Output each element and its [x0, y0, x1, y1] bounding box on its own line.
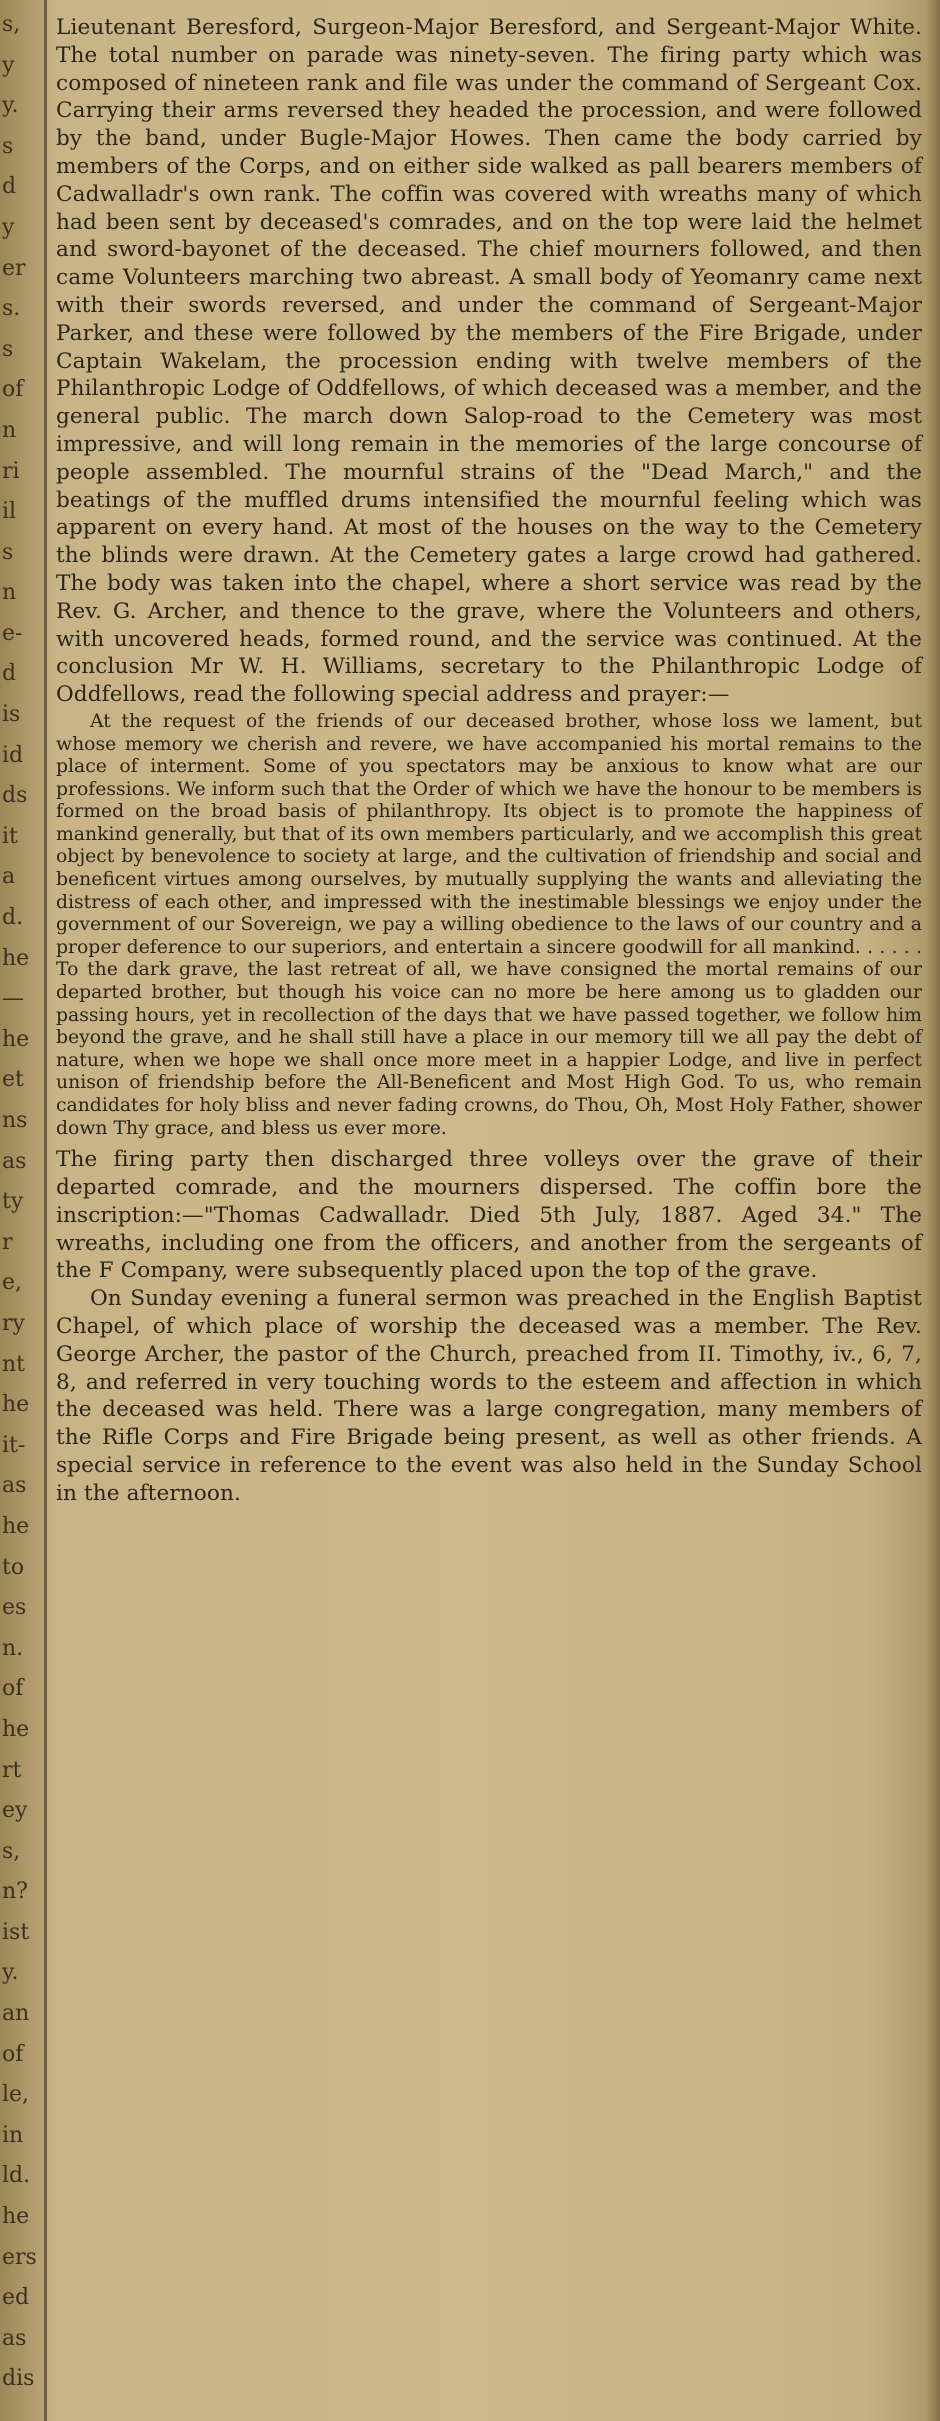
gutter-fragment: ry [2, 1311, 25, 1336]
gutter-fragment: dis [2, 2366, 35, 2391]
gutter-fragment: ist [2, 1920, 30, 1945]
gutter-fragment: as [2, 2326, 27, 2351]
volleys-paragraph: The firing party then discharged three volleys over the grave of their departed comrade, and the mourners dispersed. The coffin bore the inscription:—"Thomas Cadwalladr. Died 5th July, 1887. Aged 34." The wreaths, including one from the officers, and another from the sergeants of the F Company, were subsequently placed upon the top of the grave. [56, 1147, 922, 1284]
gutter-fragment: d [2, 174, 17, 199]
page-edge-shadow [926, 0, 940, 2421]
gutter-fragment: it [2, 824, 18, 849]
gutter-fragment: rt [2, 1758, 22, 1783]
gutter-fragment: as [2, 1473, 27, 1498]
gutter-fragment: he [2, 1392, 30, 1417]
gutter-fragment: ty [2, 1189, 24, 1214]
gutter-fragment: ds [2, 783, 28, 808]
sermon-paragraph: On Sunday evening a funeral sermon was preached in the English Baptist Chapel, of which place of worship the deceased was a member. The Rev. George Archer, the pastor of the Church, preached from II. Timothy, iv., 6, 7, 8, and referred in very touching words to the esteem and affection in which the deceased was held. There was a large congregation, many members of the Rifle Corps and Fire Brigade being present, as well as other friends. A special service in reference to the event was also held in the Sunday School in the afternoon. [56, 1286, 922, 1506]
article-column [56, 14, 922, 1508]
gutter-fragment: as [2, 1149, 27, 1174]
gutter-fragment: s [2, 337, 14, 362]
gutter-fragment: d [2, 661, 17, 686]
gutter-fragment: es [2, 1595, 27, 1620]
gutter-fragment: n [2, 580, 17, 605]
gutter-fragment: he [2, 2204, 30, 2229]
gutter-fragment: id [2, 743, 24, 768]
gutter-fragment: he [2, 1717, 30, 1742]
gutter-fragment: nt [2, 1352, 26, 1377]
gutter-fragment: s [2, 134, 14, 159]
gutter-fragment: et [2, 1067, 24, 1092]
gutter-fragment: in [2, 2123, 24, 2148]
gutter-fragment: y. [2, 93, 19, 118]
gutter-fragment: il [2, 499, 17, 524]
oddfellows-address: At the request of the friends of our deceased brother, whose loss we lament, but whose memory we cherish and revere, we have accompanied his mortal remains to the place of interment. Some of you spectators may be anxious to know what are our professions. We inform such that the Order of which we have the honour to be members is formed on the broad basis of philanthropy. Its object is to promote the happiness of mankind generally, but that of its own members particularly, and we accomplish this great object by benevolence to society at large, and the cultivation of friendship and social and beneficent virtues among ourselves, by mutually supplying the wants and alleviating the distress of each other, and impressed with the inestimable blessings we enjoy under the government of our Sovereign, we pay a willing obedience to the laws of our country and a proper deference to our superiors, and entertain a sincere goodwill for all mankind. . . . . . To the dark grave, the last retreat of all, we have consigned the mortal remains of our departed brother, but though his voice can no more be here among us to gladden our passing hours, yet in recollection of the days that we have passed together, we follow him beyond the grave, and he shall still have a place in our memory till we all pay the debt of nature, when we hope we shall once more meet in a happier Lodge, and live in perfect unison of friendship before the All-Beneficent and Most High God. To us, who remain candidates for holy bliss and never fading crowns, do Thou, Oh, Most Holy Father, shower down Thy grace, and bless us ever more. [56, 710, 922, 1139]
gutter-fragment: he [2, 946, 30, 971]
gutter-fragment: of [2, 377, 24, 402]
gutter-fragment: of [2, 1676, 24, 1701]
gutter-fragment: le, [2, 2082, 30, 2107]
previous-column-fragments [0, 0, 44, 2421]
gutter-fragment: ed [2, 2285, 30, 2310]
gutter-fragment: y [2, 215, 15, 240]
gutter-fragment: e, [2, 1270, 23, 1295]
gutter-fragment: ld. [2, 2163, 31, 2188]
gutter-fragment: y. [2, 1960, 19, 1985]
column-rule [44, 0, 47, 2421]
gutter-fragment: — [2, 986, 24, 1011]
gutter-fragment: s. [2, 296, 21, 321]
gutter-fragment: an [2, 2001, 30, 2026]
gutter-fragment: ri [2, 459, 20, 484]
gutter-fragment: to [2, 1555, 25, 1580]
gutter-fragment: d. [2, 905, 24, 930]
gutter-fragment: he [2, 1514, 30, 1539]
gutter-fragment: s [2, 540, 14, 565]
gutter-fragment: n. [2, 1636, 24, 1661]
procession-paragraph: Lieutenant Beresford, Surgeon-Major Beresford, and Sergeant-Major White. The total number on parade was ninety-seven. The firing party which was composed of nineteen rank and file was under the command of Sergeant Cox. Carrying their arms reversed they headed the procession, and were followed by the band, under Bugle-Major Howes. Then came the body carried by members of the Corps, and on either side walked as pall bearers members of Cadwalladr's own rank. The coffin was covered with wreaths many of which had been sent by deceased's comrades, and on the top were laid the helmet and sword-bayonet of the deceased. The chief mourners followed, and then came Volunteers marching two abreast. A small body of Yeomanry came next with their swords reversed, and under the command of Sergeant-Major Parker, and these were followed by the members of the Fire Brigade, under Captain Wakelam, the procession ending with twelve members of the Philanthropic Lodge of Oddfellows, of which deceased was a member, and the general public. The march down Salop-road to the Cemetery was most impressive, and will long remain in the memories of the large concourse of people assembled. The mournful strains of the "Dead March," and the beatings of the muffled drums intensified the mournful feeling which was apparent on every hand. At most of the houses on the way to the Cemetery the blinds were drawn. At the Cemetery gates a large crowd had gathered. The body was taken into the chapel, where a short service was read by the Rev. G. Archer, and thence to the grave, where the Volunteers and others, with uncovered heads, formed round, and the service was continued. At the conclusion Mr W. H. Williams, secretary to the Philanthropic Lodge of Oddfellows, read the following special address and prayer:— [56, 15, 922, 708]
gutter-fragment: a [2, 864, 16, 889]
gutter-fragment: y [2, 53, 15, 78]
gutter-fragment: n [2, 418, 17, 443]
gutter-fragment: is [2, 702, 21, 727]
gutter-fragment: ns [2, 1108, 28, 1133]
gutter-fragment: e- [2, 621, 23, 646]
gutter-fragment: of [2, 2042, 24, 2067]
gutter-fragment: s, [2, 12, 21, 37]
gutter-fragment: r [2, 1230, 13, 1255]
gutter-fragment: n? [2, 1879, 28, 1904]
gutter-fragment: ey [2, 1798, 28, 1823]
gutter-fragment: he [2, 1027, 30, 1052]
gutter-fragment: s, [2, 1839, 21, 1864]
gutter-fragment: er [2, 256, 26, 281]
gutter-fragment: it- [2, 1433, 26, 1458]
gutter-fragment: ers [2, 2245, 37, 2270]
